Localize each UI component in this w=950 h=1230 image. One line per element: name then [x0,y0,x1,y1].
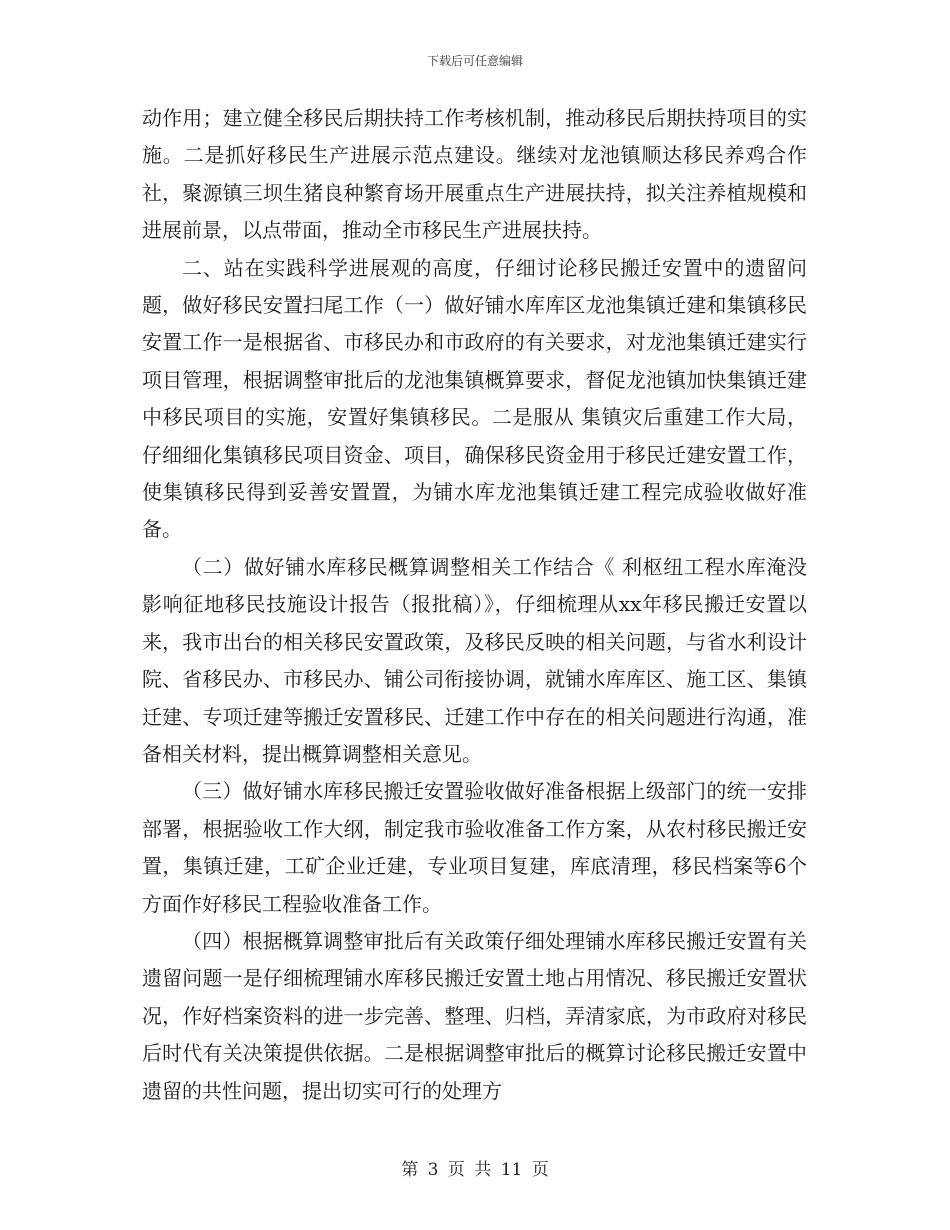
paragraph-item-four: （四）根据概算调整审批后有关政策仔细处理铺水库移民搬迁安置有关遗留问题一是仔细梳理铺水库移民搬迁安置土地占用情况、移民搬迁安置状况，作好档案资料的进一步完善、整理、归档，弄清家底，为市政府对移民后时代有关决策提供依据。二是根据调整审批后的概算讨论移民搬迁安置中遗留的共性问题，提出切实可行的处理方 [142,928,807,1103]
page-header-note: 下载后可任意编辑 [426,54,523,68]
paragraph-continuation: 动作用；建立健全移民后期扶持工作考核机制，推动移民后期扶持项目的实施。二是抓好移民生产进展示范点建设。继续对龙池镇顺达移民养鸡合作社，聚源镇三坝生猪良种繁育场开展重点生产进展扶持，拟关注养植规模和进展前景，以点带面，推动全市移民生产进展扶持。 [142,106,807,243]
paragraph-item-two: （二）做好铺水库移民概算调整相关工作结合《 利枢纽工程水库淹没影响征地移民技施设计报告（报批稿）》，仔细梳理从xx年移民搬迁安置以来，我市出台的相关移民安置政策，及移民反映的相关问题，与省水利设计院、省移民办、市移民办、铺公司衔接协调，就铺水库库区、施工区、集镇迁建、专项迁建等搬迁安置移民、迁建工作中存在的相关问题进行沟通，准备相关材料，提出概算调整相关意见。 [142,554,807,766]
document-body [142,100,807,1110]
paragraph-section-two: 二、站在实践科学进展观的高度，仔细讨论移民搬迁安置中的遗留问题，做好移民安置扫尾工作（一）做好铺水库库区龙池集镇迁建和集镇移民安置工作一是根据省、市移民办和市政府的有关要求，对龙池集镇迁建实行项目管理，根据调整审批后的龙池集镇概算要求，督促龙池镇加快集镇迁建中移民项目的实施，安置好集镇移民。二是服从 集镇灾后重建工作大局，仔细细化集镇移民项目资金、项目，确保移民资金用于移民迁建安置工作，使集镇移民得到妥善安置置，为铺水库龙池集镇迁建工程完成验收做好准备。 [142,255,807,542]
page-number-footer: 第 3 页 共 11 页 [401,1160,549,1180]
paragraph-item-three: （三）做好铺水库移民搬迁安置验收做好准备根据上级部门的统一安排部署，根据验收工作大纲，制定我市验收准备工作方案，从农村移民搬迁安置，集镇迁建，工矿企业迁建，专业项目复建，库底清理，移民档案等6个方面作好移民工程验收准备工作。 [142,779,807,916]
